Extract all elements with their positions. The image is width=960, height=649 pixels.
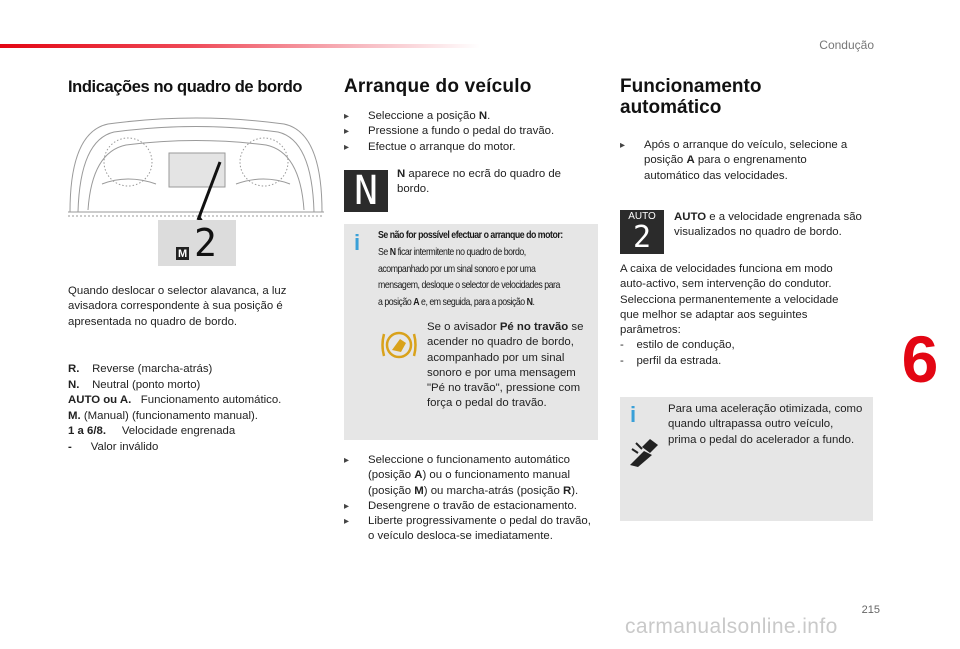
chapter-number: 6 bbox=[901, 322, 939, 396]
param-item: - perfil da estrada. bbox=[620, 354, 722, 367]
foot-on-brake-icon bbox=[379, 325, 419, 365]
cluster-description: Quando deslocar o selector alavanca, a luz avisadora correspondente à sua posição é apresentada no quadro de bordo. bbox=[68, 285, 287, 328]
legend-item: - Valor inválido bbox=[68, 440, 159, 453]
neutral-display-icon: N bbox=[344, 170, 388, 212]
auto-description: A caixa de velocidades funciona em modo auto-activo, sem intervenção do condutor. Selecciona permanentemente a velocidade que melhor se adaptar aos seguintes parâmetros: - estilo de condução, - perfil da estrada. bbox=[620, 262, 860, 369]
info-icon: i bbox=[630, 402, 637, 427]
manual-mode-letter: M bbox=[178, 248, 188, 260]
neutral-note: N aparece no ecrã do quadro de bordo. bbox=[397, 168, 562, 196]
auto-note: AUTO e a velocidade engrenada são visualizados no quadro de bordo. bbox=[674, 211, 862, 239]
manual-gear-digit: 2 bbox=[194, 221, 217, 265]
header-accent-bar bbox=[0, 44, 480, 48]
legend-item: N. Neutral (ponto morto) bbox=[68, 378, 201, 391]
step-item: ▸ Seleccione a posição N. bbox=[344, 109, 594, 124]
step-item: ▸ Desengrene o travão de estacionamento. bbox=[344, 499, 594, 514]
start-failure-info: Se não for possível efectuar o arranque do motor: Se N ficar intermitente no quadro de bordo, acompanhado por um sinal sonoro e por uma mensagem, desloque o selector de velocidades para a posição A e, em seguida, para a posição N. bbox=[378, 230, 563, 309]
step-item: ▸ Efectue o arranque do motor. bbox=[344, 140, 594, 155]
watermark: carmanualsonline.info bbox=[625, 615, 838, 638]
start-steps bbox=[344, 109, 594, 155]
acceleration-info: Para uma aceleração otimizada, como quando ultrapassa outro veículo, prima o pedal do acelerador a fundo. bbox=[668, 403, 863, 446]
step-item: ▸ Pressione a fundo o pedal do travão. bbox=[344, 124, 594, 139]
step-item: ▸ Seleccione o funcionamento automático (posição A) ou o funcionamento manual (posição M) ou marcha-atrás (posição R). bbox=[344, 453, 594, 499]
legend-item: AUTO ou A. Funcionamento automático. bbox=[68, 394, 282, 407]
step-item: ▸ Liberte progressivamente o pedal do travão, o veículo desloca-se imediatamente. bbox=[344, 514, 594, 545]
legend-item: M. (Manual) (funcionamento manual). bbox=[68, 409, 258, 422]
start-steps-continued bbox=[344, 453, 594, 545]
heading-automatic-operation: Funcionamento automático bbox=[620, 76, 762, 118]
info-icon: i bbox=[354, 230, 361, 255]
section-title: Condução bbox=[819, 38, 874, 52]
page-number: 215 bbox=[861, 604, 880, 616]
heading-dashboard-indications: Indicações no quadro de bordo bbox=[68, 78, 303, 96]
auto-step bbox=[620, 138, 860, 184]
gear-legend bbox=[68, 362, 328, 456]
legend-item: R. Reverse (marcha-atrás) bbox=[68, 363, 213, 375]
legend-item: 1 a 6/8. Velocidade engrenada bbox=[68, 425, 236, 438]
brake-note: Se o avisador Pé no travão se acender no quadro de bordo, acompanhado por um sinal sonoro e por uma mensagem "Pé no travão", pressione com força o pedal do travão. bbox=[427, 321, 584, 410]
param-item: - estilo de condução, bbox=[620, 339, 735, 352]
heading-vehicle-start: Arranque do veículo bbox=[344, 76, 532, 97]
accelerator-pedal-icon bbox=[626, 435, 662, 469]
step-item: ▸ Após o arranque do veículo, selecione a posição A para o engrenamento automático das velocidades. bbox=[620, 138, 860, 184]
auto-gear-display-icon: AUTO 2 bbox=[620, 210, 664, 254]
